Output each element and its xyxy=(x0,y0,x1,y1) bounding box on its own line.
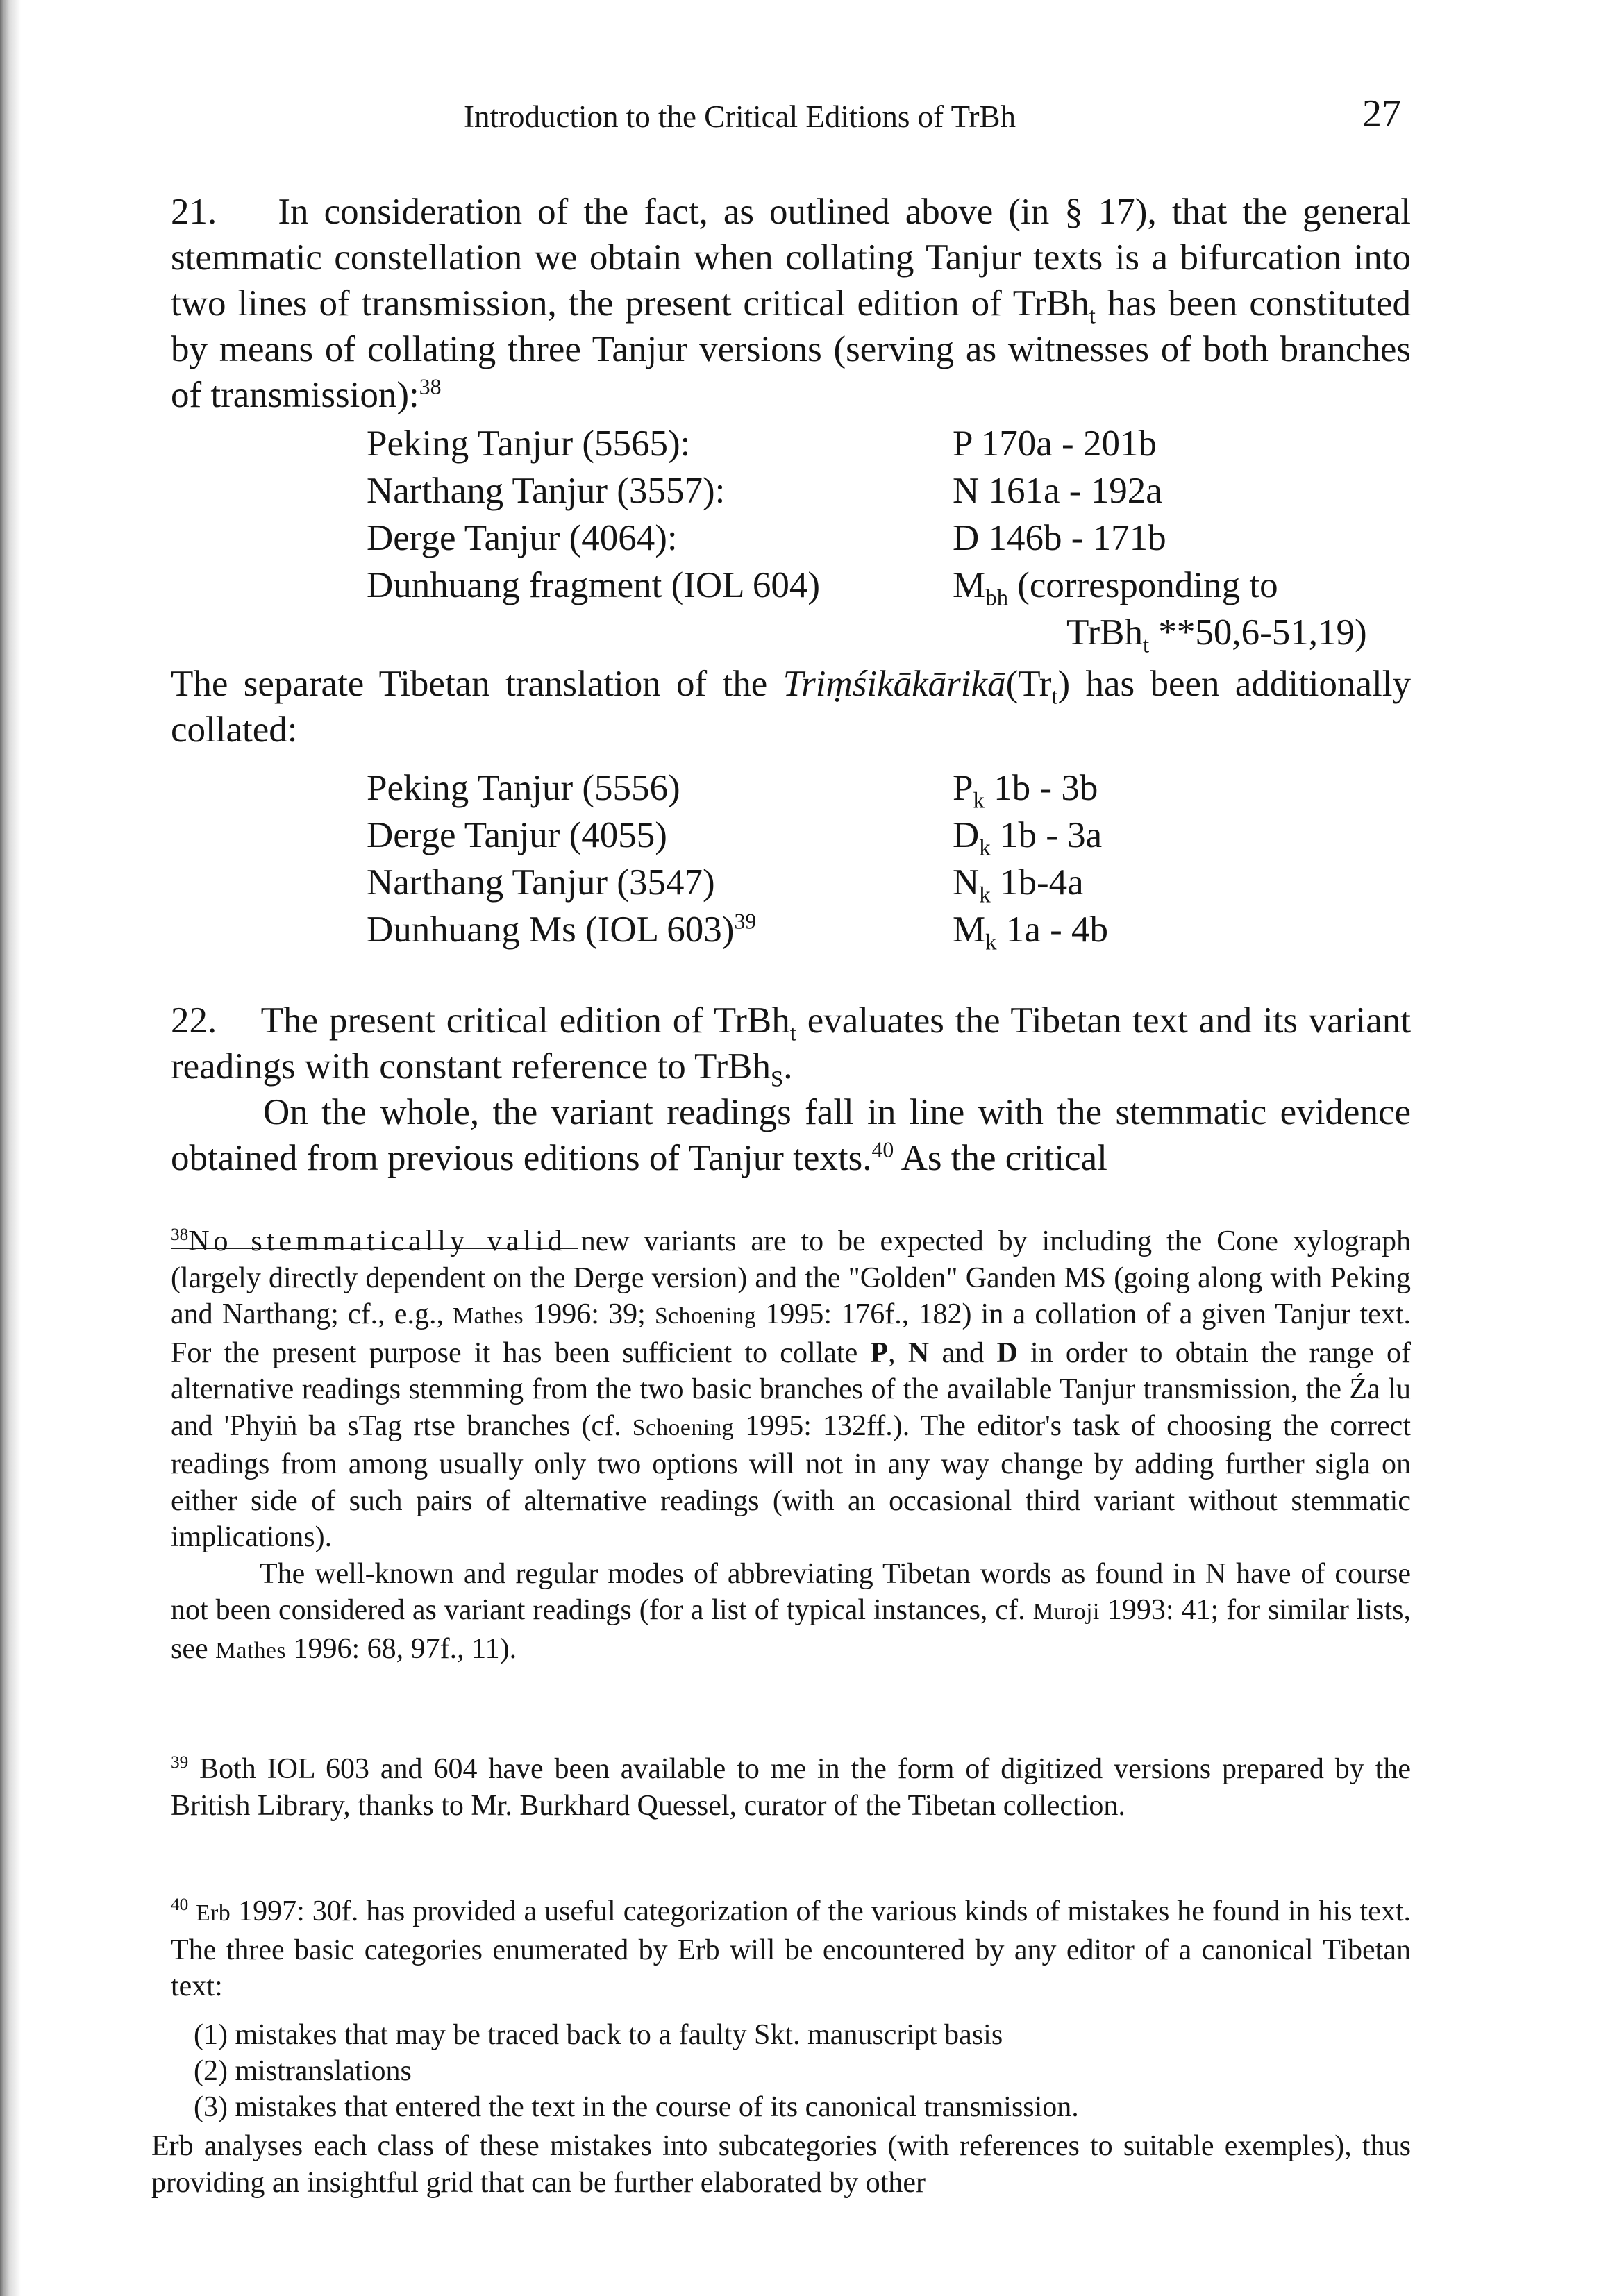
footnote-38: $^{38}$No stemmatically valid new variants are to be expected by including the Cone xylograph (largely directly dependent on the Derge version) and the "Golden" Ganden MS (going along with Peking and Narthang; cf., e.g., Mathes 1996: 39; Schoening 1995: 176f., 182) in a collation of a given Tanjur text. For the present purpose it has been sufficient to collate P, N and D in order to obtain the range of alternative readings stemming from the two basic branches of the available Tanjur transmission, the Źa lu and 'Phyiṅ ba sTag rtse branches (cf. Schoening 1995: 132ff.). The editor's task of choosing the correct readings from among usually only two options will not in any way change by adding further sigla on either side of such pairs of alternative readings (with an occasional third variant without stemmatic implications). The well-known and regular modes of abbreviating Tibetan words as found in N have of course not been considered as variant readings (for a list of typical instances, cf. Muroji 1993: 41; for similar lists, see Mathes 1996: 68, 97f., 11). xyxy=(171,1225,1412,1665)
footnote-number: 40 xyxy=(171,1895,189,1914)
page-number: 27 xyxy=(1362,92,1401,135)
list-item: Peking Tanjur (5556) $P_k$ 1b - 3b xyxy=(367,768,1098,814)
footnote-40: $^{40}$ Erb 1997: 30f. has provided a useful categorization of the various kinds of mistakes he found in his text. The three basic categories enumerated by Erb will be encountered by any editor of a canonical Tibetan text: xyxy=(171,1895,1411,2002)
footnote-number: 38 xyxy=(171,1225,189,1244)
footnote-ref-40[interactable]: 40 xyxy=(871,1137,894,1162)
section-21: 21. In consideration of the fact, as outlined above (in § 17), that the general stemmatic constellation we obtain when collating Tanjur texts is a bifurcation into two lines of transmission, the present critical edition of TrBh$_t$ has been constituted by means of collating three Tanjur versions (serving as witnesses of both branches of transmission):$^{38}$ xyxy=(171,192,1411,415)
running-title: Introduction to the Critical Editions of TrBh xyxy=(464,99,1016,134)
book-binding-shadow xyxy=(0,0,21,2296)
list-item: (3) mistakes that entered the text in the course of its canonical transmission. xyxy=(194,2091,1079,2123)
list-item: Derge Tanjur (4064): D 146b - 171b xyxy=(367,518,1166,558)
footnote-40-closing: Erb analyses each class of these mistakes into subcategories (with references to suitable exemples), thus providing an insightful grid that can be further elaborated by other xyxy=(151,2130,1411,2199)
list-item: Peking Tanjur (5565): P 170a - 201b xyxy=(367,424,1157,464)
section-22: 22. The present critical edition of TrBh$_t$ evaluates the Tibetan text and its variant readings with constant reference to TrBh$_S$. On the whole, the variant readings fall in line with the stemmatic evidence obtained from previous editions of Tanjur texts.$^{40}$ As the critical xyxy=(171,1000,1411,1178)
list-item-continuation: TrBh$_t$ **50,6-51,19) xyxy=(1066,612,1367,658)
footnote-ref-39[interactable]: 39 xyxy=(734,909,757,934)
list-item: Narthang Tanjur (3547) $N_k$ 1b-4a xyxy=(367,862,1084,908)
list-item: Dunhuang Ms (IOL 603)$^{39}$ $M_k$ 1a - 4b xyxy=(367,909,1109,955)
footnote-ref-38[interactable]: 38 xyxy=(419,374,442,399)
section-number: 21. xyxy=(171,192,217,232)
footnote-39: $^{39}$ Both IOL 603 and 604 have been available to me in the form of digitized versions prepared by the British Library, thanks to Mr. Burkhard Quessel, curator of the Tibetan collection. xyxy=(171,1753,1411,1822)
mistake-categories xyxy=(194,2017,1079,2125)
list-item: Dunhuang fragment (IOL 604) $M_{bh}$ (corresponding to xyxy=(367,565,1278,611)
footnote-number: 39 xyxy=(171,1753,189,1772)
translation-paragraph: The separate Tibetan translation of the $Triṃśikākārikā(Tr_t)$ has been additionally collated: xyxy=(171,664,1411,750)
list-item: (2) mistranslations xyxy=(194,2055,412,2087)
translation-witness-list xyxy=(367,764,1408,953)
section-number: 22. xyxy=(171,1000,217,1041)
list-item: Derge Tanjur (4055) $D_k$ 1b - 3a xyxy=(367,815,1103,861)
list-item: (1) mistakes that may be traced back to a faulty Skt. manuscript basis xyxy=(194,2019,1003,2051)
work-title: Triṃśikākārikā xyxy=(782,664,1006,704)
witness-list xyxy=(367,420,1408,656)
list-item: Narthang Tanjur (3557): N 161a - 192a xyxy=(367,471,1162,511)
